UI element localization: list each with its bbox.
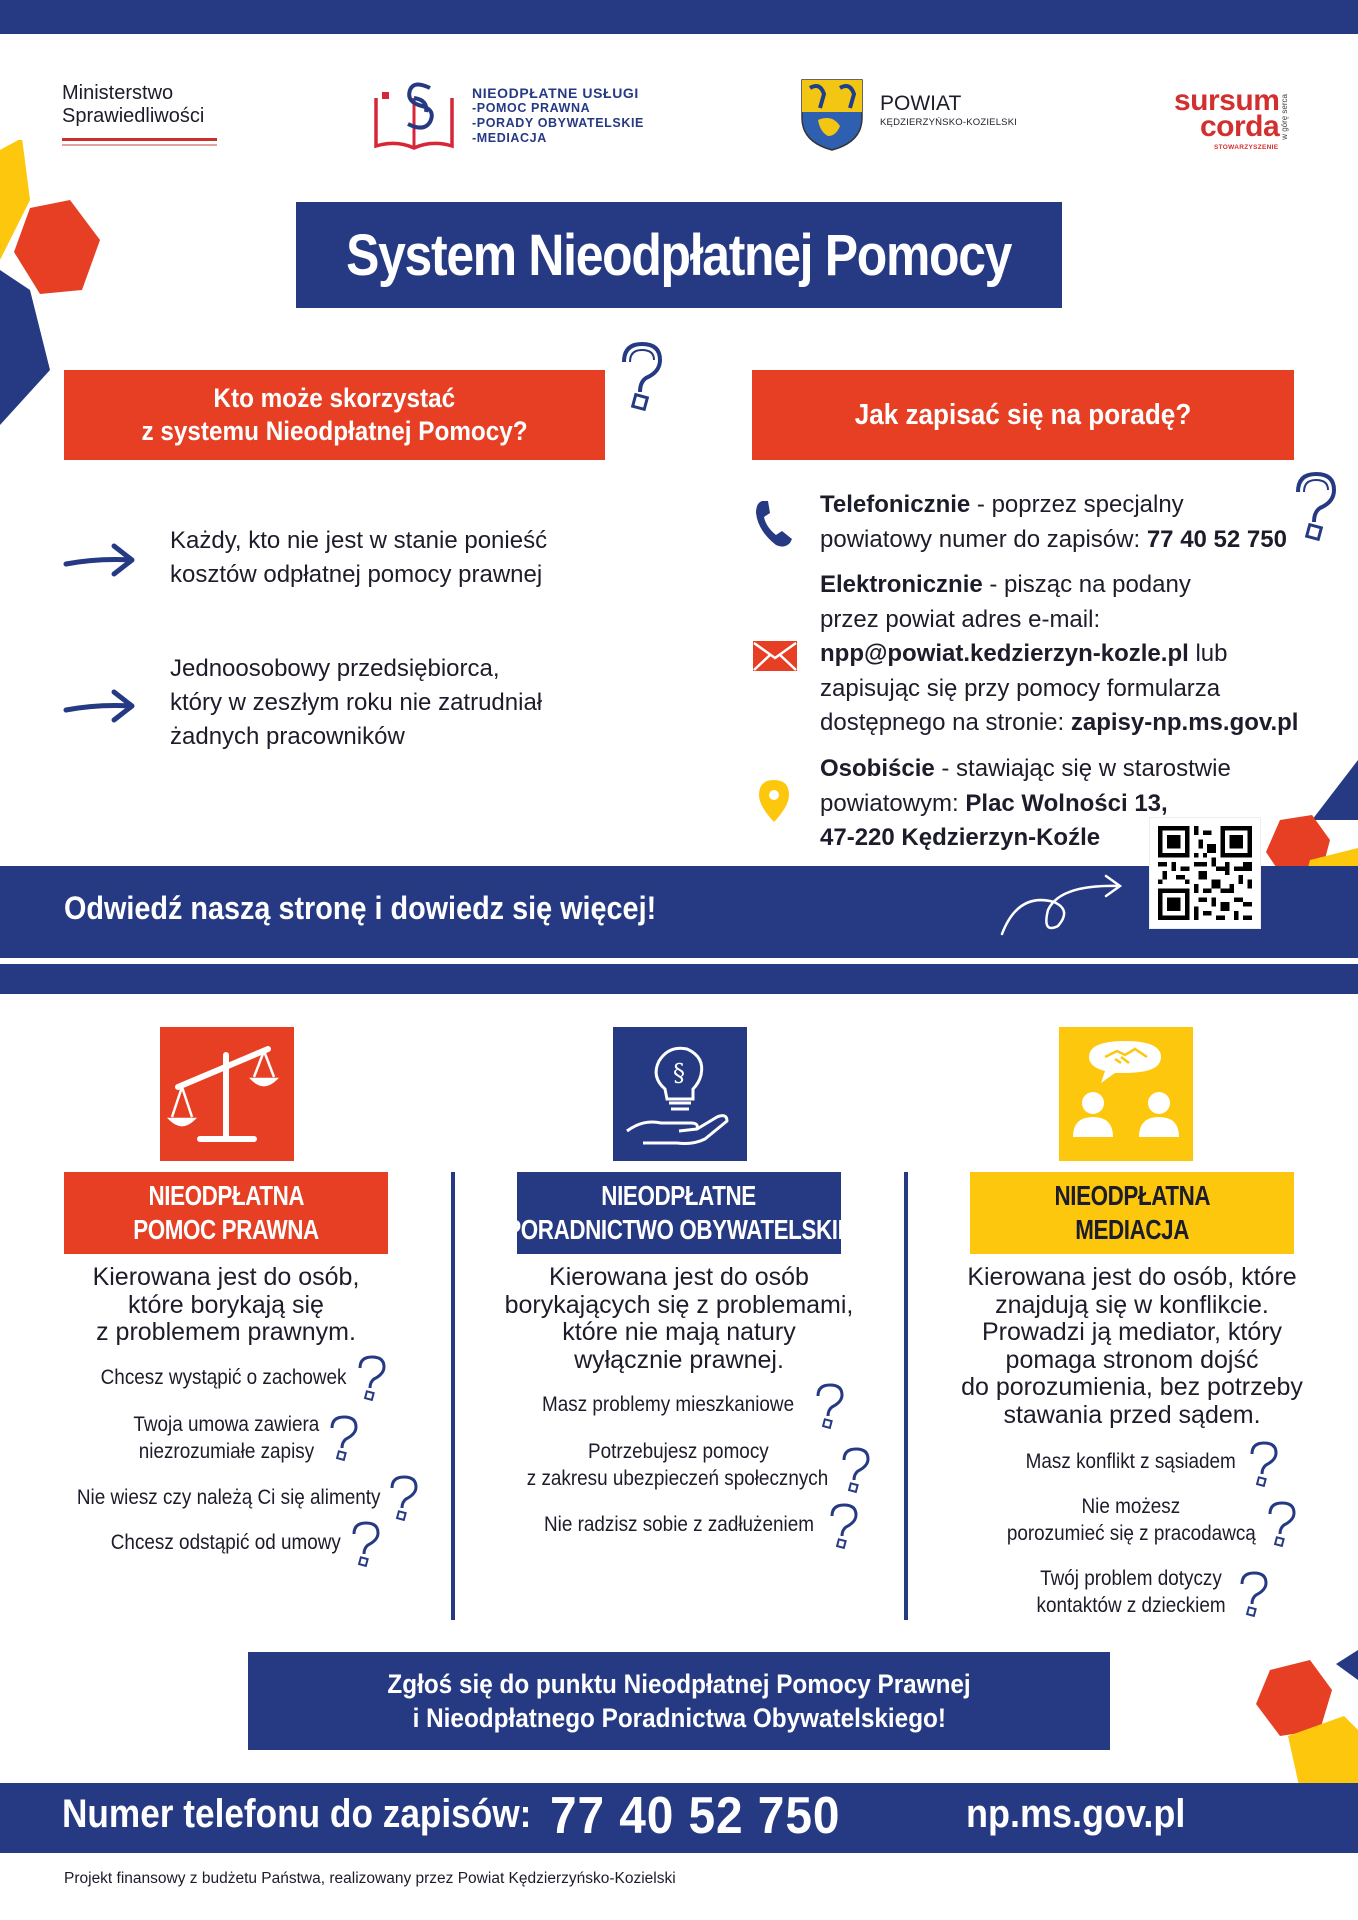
question-mark-icon xyxy=(354,1354,388,1402)
lightbulb-hand-icon xyxy=(613,1027,747,1161)
address-city: 47-220 Kędzierzyn-Koźle xyxy=(820,824,1101,851)
ministry-name-line1: Ministerstwo xyxy=(62,82,174,104)
powiat-logo xyxy=(800,78,1050,156)
qr-code-image xyxy=(1158,826,1252,920)
registration-site-link[interactable]: zapisy-np.ms.gov.pl xyxy=(1070,709,1299,736)
question-text: niezrozumiałe zapisy xyxy=(138,1440,314,1463)
divider-band xyxy=(0,964,1358,994)
sursum-side-text: w górę serca xyxy=(1280,94,1289,140)
email-address[interactable]: npp@powiat.kedzierzyn-kozle.pl xyxy=(820,640,1189,667)
powiat-subtitle: KĘDZIERZYŃSKO-KOZIELSKI xyxy=(880,117,1018,128)
desc-line: które nie mają natury xyxy=(562,1318,796,1346)
question-mark-icon xyxy=(1288,470,1342,542)
service-legal-aid-line1: NIEODPŁATNA xyxy=(148,1180,304,1211)
email-line2: przez powiat adres e-mail: xyxy=(820,605,1101,633)
desc-line: borykających się z problemami, xyxy=(504,1290,854,1319)
desc-line: Kierowana jest do osób, które xyxy=(967,1263,1297,1291)
service-civic-advice-line1: NIEODPŁATNE xyxy=(601,1180,757,1211)
who-item-2-line1: Jednoosobowy przedsiębiorca, xyxy=(170,655,500,682)
swirl-arrow-icon xyxy=(996,870,1126,938)
cta-box xyxy=(248,1652,1110,1750)
email-line1: - pisząc na podany xyxy=(982,571,1191,598)
desc-line: do porozumienia, bez potrzeby xyxy=(961,1373,1303,1401)
ministry-logo xyxy=(62,82,222,146)
question-text: Twój problem dotyczy xyxy=(1040,1567,1222,1590)
service-civic-advice-description xyxy=(497,1264,861,1374)
corda-word: corda xyxy=(1200,110,1280,143)
service-legal-aid-description xyxy=(64,1264,388,1347)
location-pin-icon xyxy=(757,778,791,824)
desc-line: Kierowana jest do osób, xyxy=(92,1263,360,1291)
question-text: Masz konflikt z sąsiadem xyxy=(1025,1450,1237,1473)
nup-title: NIEODPŁATNE USŁUGI xyxy=(472,85,639,101)
powiat-name: POWIAT xyxy=(880,92,962,115)
desc-line: stawania przed sądem. xyxy=(1003,1400,1261,1429)
how-heading xyxy=(752,370,1294,460)
sursum-word: sursum xyxy=(1174,84,1280,117)
how-heading-text: Jak zapisać się na poradę? xyxy=(854,398,1192,431)
who-heading xyxy=(64,370,605,460)
scales-tile xyxy=(160,1027,294,1161)
question-text: Chcesz wystąpić o zachowek xyxy=(101,1366,347,1389)
who-heading-line1: Kto może skorzystać xyxy=(213,383,456,413)
mediation-tile xyxy=(1059,1027,1193,1161)
nup-logo xyxy=(372,80,672,160)
in-person-line1: - stawiając się w starostwie xyxy=(934,755,1231,782)
nup-line4: -MEDIACJA xyxy=(472,131,547,145)
visit-website-text: Odwiedź naszą stronę i dowiedz się więcej! xyxy=(64,890,657,926)
page-title-text: System Nieodpłatnej Pomocy xyxy=(346,222,1012,288)
phone-label-bottom: Numer telefonu do zapisów: xyxy=(62,1792,532,1836)
sursum-corda-logo xyxy=(1170,84,1300,158)
question-mark-icon xyxy=(348,1520,382,1568)
who-heading-line2: z systemu Nieodpłatnej Pomocy? xyxy=(141,416,528,446)
qr-code[interactable] xyxy=(1150,818,1260,928)
arrow-icon xyxy=(62,686,138,726)
question-text: z zakresu ubezpieczeń społecznych xyxy=(527,1467,829,1490)
decorative-hexagons-bottom-right xyxy=(1240,1640,1358,1790)
question-mark-icon xyxy=(326,1414,360,1462)
email-line5: dostępnego na stronie: xyxy=(820,709,1071,736)
scales-icon xyxy=(160,1027,294,1161)
service-mediation-description xyxy=(950,1264,1314,1429)
phone-label: Telefonicznie xyxy=(820,491,971,518)
page-title xyxy=(296,202,1062,308)
desc-line: pomaga stronom dojść xyxy=(1005,1345,1259,1374)
service-civic-advice-line2: PORADNICTWO OBYWATELSKIE xyxy=(506,1214,852,1245)
service-legal-aid-line2: POMOC PRAWNA xyxy=(133,1214,319,1245)
phone-number-bottom[interactable]: 77 40 52 750 xyxy=(550,1787,841,1845)
question-item xyxy=(528,1391,808,1418)
service-mediation-line2: MEDIACJA xyxy=(1075,1214,1189,1245)
ministry-name-line2: Sprawiedliwości xyxy=(62,105,205,127)
desc-line: Kierowana jest do osób xyxy=(549,1263,809,1291)
question-text: porozumieć się z pracodawcą xyxy=(1006,1522,1256,1545)
paragraph-book-icon xyxy=(372,80,462,156)
question-text: Potrzebujesz pomocy xyxy=(587,1440,769,1463)
footer-funding-note: Projekt finansowy z budżetu Państwa, realizowany przez Powiat Kędzierzyńsko-Kozielski xyxy=(64,1870,676,1887)
in-person-line2: powiatowym: xyxy=(820,789,966,817)
email-label: Elektronicznie xyxy=(820,571,983,598)
arrow-icon xyxy=(62,540,138,580)
column-divider xyxy=(451,1172,455,1620)
question-text: Chcesz odstąpić od umowy xyxy=(110,1531,342,1554)
question-item xyxy=(1016,1565,1246,1619)
in-person-label: Osobiście xyxy=(820,755,935,782)
question-item xyxy=(106,1411,346,1465)
question-item xyxy=(96,1529,356,1556)
question-item xyxy=(54,1484,404,1511)
column-divider xyxy=(904,1172,908,1620)
question-item xyxy=(1006,1448,1256,1475)
question-item xyxy=(986,1493,1276,1547)
nup-line2: -POMOC PRAWNA xyxy=(472,101,591,115)
phone-line2: powiatowy numer do zapisów: xyxy=(820,525,1147,553)
question-mark-icon xyxy=(614,340,668,412)
service-mediation-heading xyxy=(970,1172,1294,1254)
top-band xyxy=(0,0,1358,34)
email-line4: zapisując się przy pomocy formularza xyxy=(820,674,1221,702)
question-mark-icon xyxy=(812,1382,846,1430)
who-item-2-line2: który w zeszłym roku nie zatrudniał xyxy=(170,689,543,716)
desc-line: wyłącznie prawnej. xyxy=(574,1345,784,1374)
phone-line1: - poprzez specjalny xyxy=(970,491,1184,518)
question-mark-icon xyxy=(1236,1570,1270,1618)
question-text: Masz problemy mieszkaniowe xyxy=(542,1393,795,1416)
mail-icon xyxy=(752,640,798,672)
email-line3: lub xyxy=(1188,640,1228,667)
question-text: Nie wiesz czy należą Ci się alimenty xyxy=(77,1486,381,1509)
phone-number[interactable]: 77 40 52 750 xyxy=(1146,525,1287,553)
website-link[interactable]: np.ms.gov.pl xyxy=(966,1792,1186,1836)
cta-line2: i Nieodpłatnego Poradnictwa Obywatelskiego! xyxy=(412,1703,946,1733)
svg-text:§: § xyxy=(673,1059,685,1087)
service-mediation-line1: NIEODPŁATNA xyxy=(1054,1180,1210,1211)
question-text: Nie możesz xyxy=(1081,1495,1181,1518)
who-item-1 xyxy=(170,524,590,592)
who-item-2-line3: żadnych pracowników xyxy=(170,723,405,750)
sursum-tag: STOWARZYSZENIE xyxy=(1214,144,1279,151)
question-mark-icon xyxy=(1264,1500,1298,1548)
question-text: Twoja umowa zawiera xyxy=(133,1413,319,1436)
desc-line: znajdują się w konflikcie. xyxy=(995,1290,1269,1319)
coat-of-arms-icon xyxy=(800,78,864,152)
address-street: Plac Wolności 13, xyxy=(965,789,1168,817)
how-phone xyxy=(820,488,1287,557)
phone-icon xyxy=(754,497,794,549)
handshake-people-icon xyxy=(1059,1027,1193,1161)
question-item xyxy=(524,1511,834,1538)
lightbulb-tile xyxy=(613,1027,747,1161)
question-mark-icon xyxy=(386,1474,420,1522)
desc-line: Prowadzi ją mediator, który xyxy=(981,1318,1283,1346)
question-item xyxy=(506,1438,850,1492)
question-mark-icon xyxy=(838,1446,872,1494)
how-email xyxy=(820,568,1298,741)
question-mark-icon xyxy=(826,1502,860,1550)
cta-line1: Zgłoś się do punktu Nieodpłatnej Pomocy Prawnej xyxy=(387,1669,971,1699)
desc-line: z problemem prawnym. xyxy=(96,1318,356,1346)
nup-line3: -PORADY OBYWATELSKIE xyxy=(472,116,644,130)
question-text: Nie radzisz sobie z zadłużeniem xyxy=(544,1513,814,1536)
service-legal-aid-heading xyxy=(64,1172,388,1254)
question-text: kontaktów z dzieckiem xyxy=(1036,1594,1226,1617)
service-civic-advice-heading xyxy=(506,1172,852,1254)
who-item-1-line1: Każdy, kto nie jest w stanie ponieść xyxy=(170,527,548,554)
who-item-1-line2: kosztów odpłatnej pomocy prawnej xyxy=(170,561,543,588)
desc-line: które borykają się xyxy=(128,1290,324,1319)
question-item xyxy=(84,1364,364,1391)
who-item-2 xyxy=(170,652,590,754)
question-mark-icon xyxy=(1246,1440,1280,1488)
